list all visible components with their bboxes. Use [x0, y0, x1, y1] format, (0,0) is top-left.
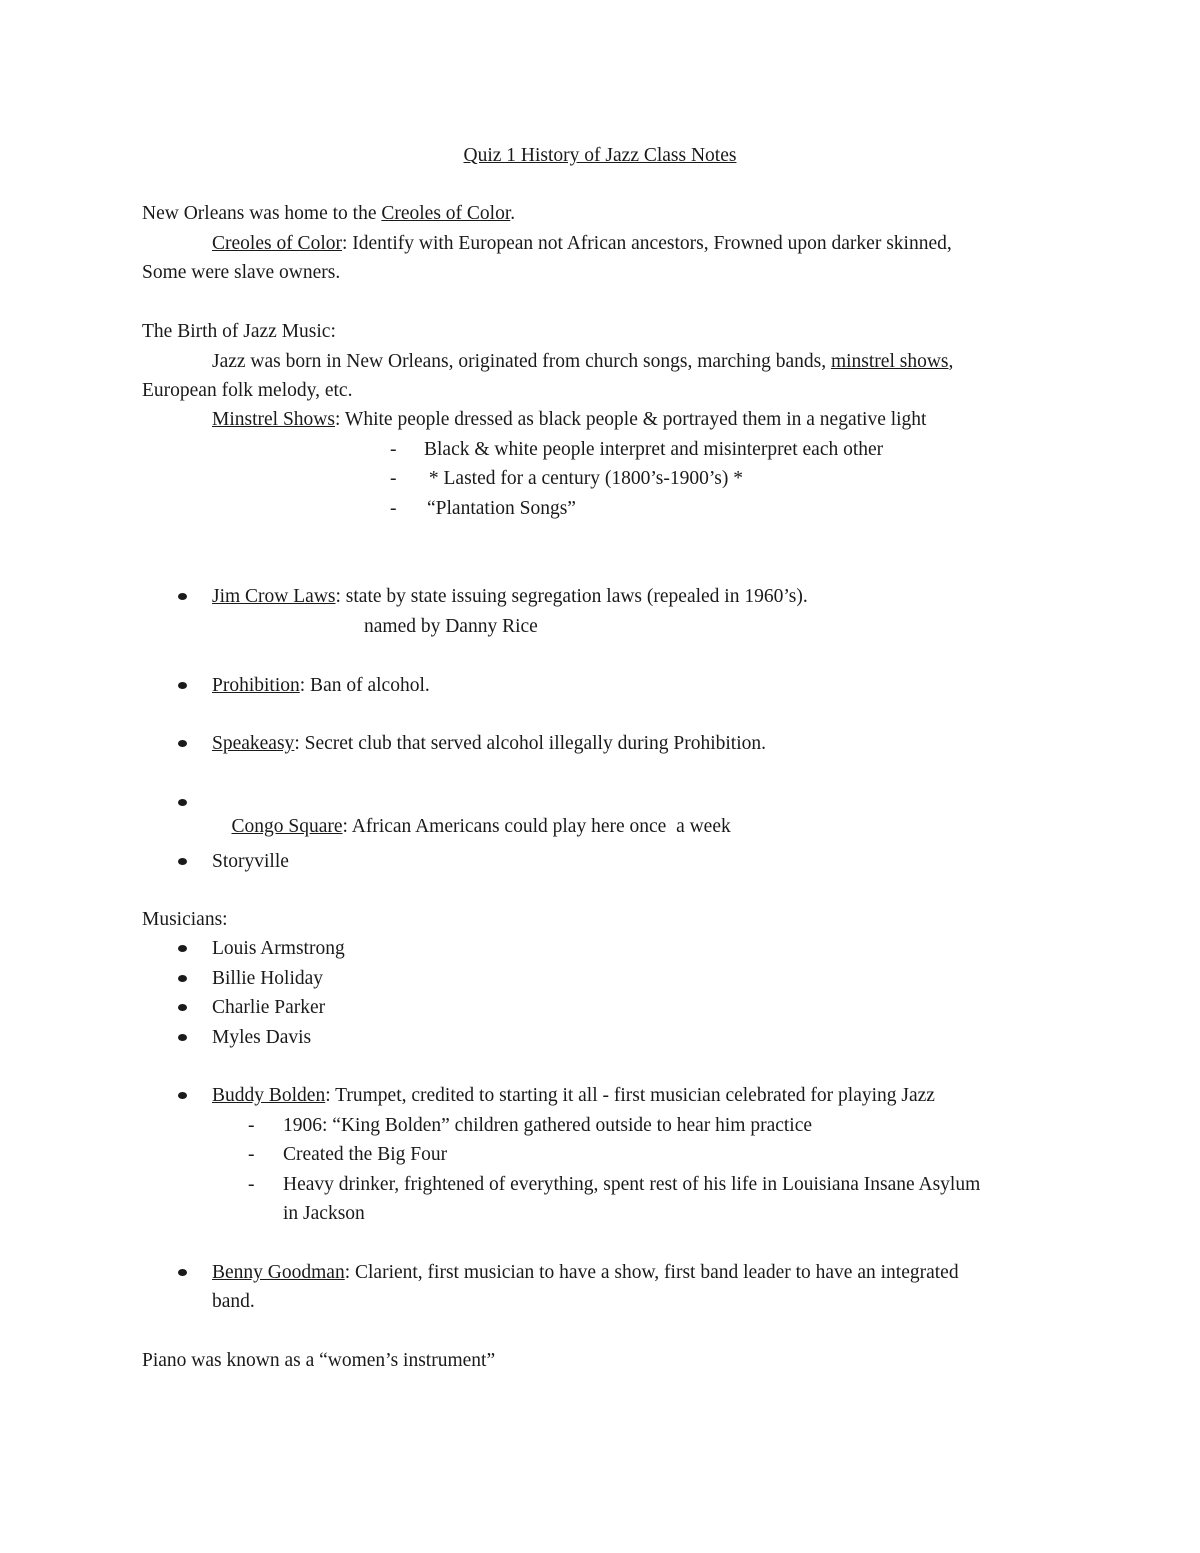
creoles-def-line2: Some were slave owners. — [142, 262, 341, 283]
page-title: Quiz 1 History of Jazz Class Notes — [463, 145, 737, 166]
bullet-icon — [178, 593, 187, 600]
birth-line1-suffix: , — [948, 351, 954, 372]
dash-marker: - — [390, 439, 397, 460]
storyville-item: Storyville — [212, 851, 289, 872]
bolden-point-3-cont: in Jackson — [283, 1203, 365, 1224]
bolden-point-2: Created the Big Four — [283, 1144, 448, 1165]
minstrel-point-2: * Lasted for a century (1800’s-1900’s) * — [424, 468, 743, 489]
speakeasy-term: Speakeasy — [212, 733, 295, 754]
piano-line: Piano was known as a “women’s instrument” — [142, 1350, 496, 1371]
bullet-icon — [178, 975, 187, 982]
prohibition-item — [212, 674, 430, 698]
speakeasy-def: : Secret club that served alcohol illegally during Prohibition. — [294, 733, 766, 754]
jimcrow-item — [212, 585, 808, 609]
speakeasy-item — [212, 732, 766, 756]
jimcrow-def: : state by state issuing segregation laws (repealed in 1960’s). — [335, 586, 808, 607]
musician-item: Charlie Parker — [212, 997, 326, 1018]
bullet-icon — [178, 799, 187, 806]
bullet-icon — [178, 682, 187, 689]
bullet-icon — [178, 858, 187, 865]
prohibition-term: Prohibition — [212, 675, 300, 696]
intro-term: Creoles of Color — [381, 203, 511, 224]
bullet-icon — [178, 1269, 187, 1276]
creoles-term: Creoles of Color — [212, 233, 342, 254]
birth-line1-term: minstrel shows — [830, 351, 949, 372]
bolden-point-3: Heavy drinker, frightened of everything, spent rest of his life in Louisiana Insane Asylum — [283, 1174, 981, 1195]
minstrel-point-1: Black & white people interpret and misinterpret each other — [424, 439, 884, 460]
musician-item: Louis Armstrong — [212, 938, 345, 959]
bolden-def: : Trumpet, credited to starting it all - first musician celebrated for playing Jazz — [325, 1085, 935, 1106]
bullet-icon — [178, 740, 187, 747]
congo-def: : African Americans could play here once a week — [342, 816, 731, 837]
bullet-icon — [178, 1034, 187, 1041]
bullet-icon — [178, 1092, 187, 1099]
musician-item: Billie Holiday — [212, 968, 324, 989]
goodman-def-line1: : Clarient, first musician to have a show, first band leader to have an integrated — [344, 1262, 959, 1283]
goodman-def-line2: band. — [212, 1291, 255, 1312]
bolden-item — [212, 1084, 935, 1108]
minstrel-point-3: “Plantation Songs” — [427, 498, 576, 519]
minstrel-definition — [212, 408, 926, 432]
intro-prefix: New Orleans was home to the — [142, 203, 382, 224]
bolden-term: Buddy Bolden — [212, 1085, 326, 1106]
dash-marker: - — [248, 1174, 255, 1195]
dash-marker: - — [390, 468, 397, 489]
bullet-icon — [178, 945, 187, 952]
birth-line1 — [212, 350, 953, 374]
goodman-term: Benny Goodman — [212, 1262, 345, 1283]
birth-line2: European folk melody, etc. — [142, 380, 353, 401]
dash-marker: - — [248, 1144, 255, 1165]
congo-item — [212, 791, 731, 863]
creoles-definition — [212, 232, 952, 256]
birth-line1-prefix: Jazz was born in New Orleans, originated from church songs, marching bands, — [212, 351, 831, 372]
intro-line — [142, 202, 515, 226]
dash-marker: - — [248, 1115, 255, 1136]
minstrel-def: : White people dressed as black people & portrayed them in a negative light — [334, 409, 927, 430]
birth-heading: The Birth of Jazz Music: — [142, 321, 336, 342]
minstrel-term: Minstrel Shows — [212, 409, 335, 430]
jimcrow-note: named by Danny Rice — [364, 616, 538, 637]
creoles-def-line1: : Identify with European not African ancestors, Frowned upon darker skinned, — [341, 233, 952, 254]
prohibition-def: : Ban of alcohol. — [299, 675, 430, 696]
bolden-point-1: 1906: “King Bolden” children gathered outside to hear him practice — [283, 1115, 813, 1136]
dash-marker: - — [390, 498, 397, 519]
intro-suffix: . — [510, 203, 516, 224]
musician-item: Myles Davis — [212, 1027, 312, 1048]
congo-term: Congo Square — [231, 816, 343, 837]
bullet-icon — [178, 1004, 187, 1011]
goodman-item — [212, 1261, 959, 1285]
jimcrow-term: Jim Crow Laws — [212, 586, 336, 607]
musicians-heading: Musicians: — [142, 909, 228, 930]
